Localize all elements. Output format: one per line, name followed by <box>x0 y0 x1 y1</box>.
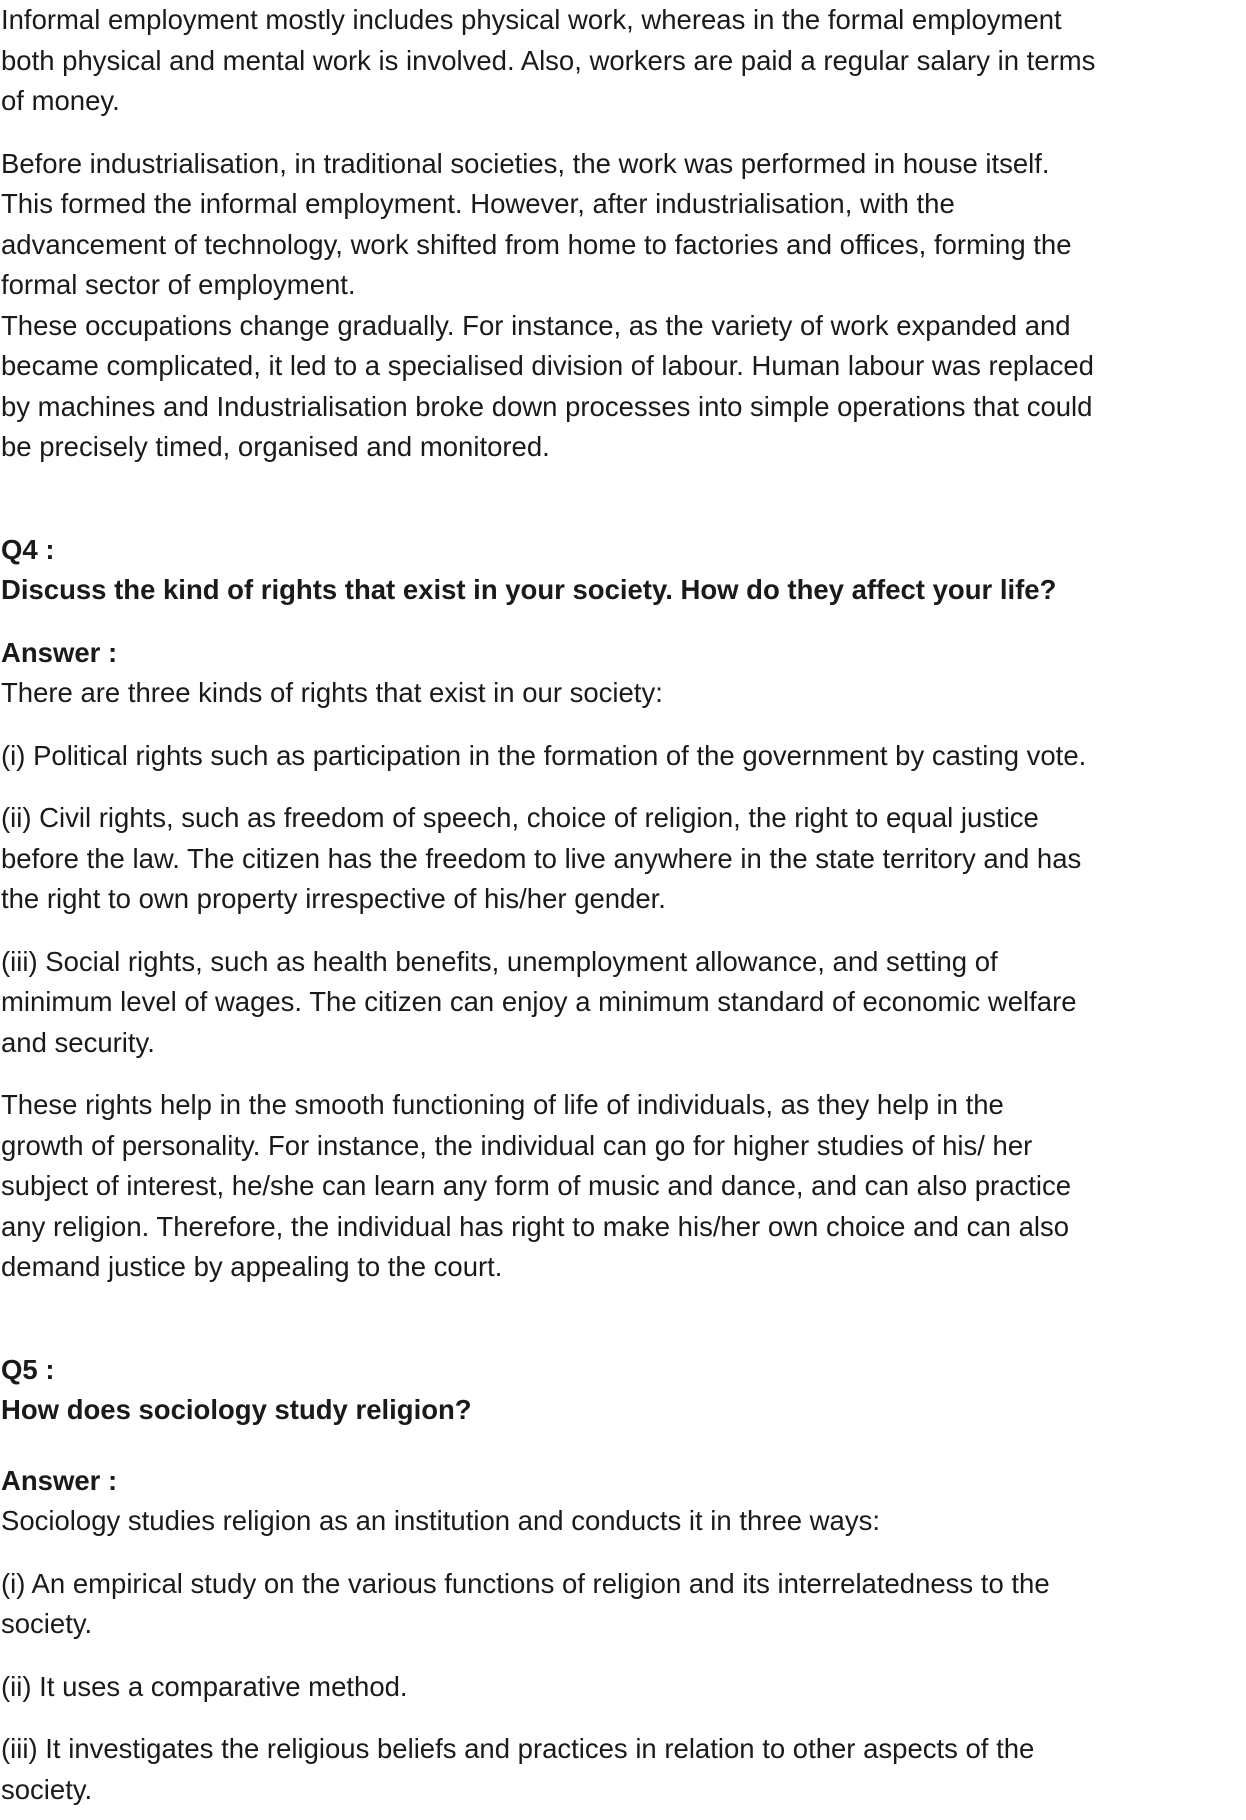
answer-5-item-1 <box>1 1564 1246 1645</box>
text-line: minimum level of wages. The citizen can enjoy a minimum standard of economic welfare <box>1 986 1077 1017</box>
answer-5-item-3 <box>1 1729 1246 1810</box>
text-line: demand justice by appealing to the court. <box>1 1251 503 1282</box>
text-line: (iii) It investigates the religious beliefs and practices in relation to other aspects of the <box>1 1733 1035 1764</box>
question-4-section <box>1 530 1246 1288</box>
text-line: by machines and Industrialisation broke down processes into simple operations that could <box>1 390 1093 422</box>
question-4-text: Discuss the kind of rights that exist in your society. How do they affect your life? <box>1 574 1057 605</box>
text-line: Before industrialisation, in traditional societies, the work was performed in house itself. <box>1 147 1050 179</box>
text-line: (ii) Civil rights, such as freedom of speech, choice of religion, the right to equal justice <box>1 802 1039 833</box>
answer-4-closing <box>1 1085 1246 1288</box>
text-line: There are three kinds of rights that exist in our society: <box>1 677 663 708</box>
question-5-label: Q5 : <box>1 1353 55 1385</box>
intro-paragraph-3 <box>1 306 1246 468</box>
text-line: any religion. Therefore, the individual has right to make his/her own choice and can also <box>1 1210 1070 1242</box>
text-line: subject of interest, he/she can learn any form of music and dance, and can also practice <box>1 1170 1072 1201</box>
text-line: Sociology studies religion as an institution and conducts it in three ways: <box>1 1505 880 1536</box>
text-line: be precisely timed, organised and monitored. <box>1 431 550 462</box>
answer-4-item-1 <box>1 736 1246 777</box>
answer-4-label: Answer : <box>1 636 118 668</box>
text-line: growth of personality. For instance, the individual can go for higher studies of his/ her <box>1 1129 1033 1161</box>
text-line: the right to own property irrespective of his/her gender. <box>1 883 666 914</box>
text-line: and security. <box>1 1026 155 1058</box>
text-line: advancement of technology, work shifted from home to factories and offices, forming the <box>1 228 1072 260</box>
text-line: (ii) It uses a comparative method. <box>1 1670 408 1702</box>
text-line: society. <box>1 1773 93 1805</box>
text-line: This formed the informal employment. However, after industrialisation, with the <box>1 188 955 219</box>
question-4-label: Q4 : <box>1 533 55 565</box>
text-line: These occupations change gradually. For instance, as the variety of work expanded and <box>1 309 1071 341</box>
text-line: (i) Political rights such as participation in the formation of the government by casting vote. <box>1 739 1087 771</box>
text-line: of money. <box>1 85 120 116</box>
answer-5-label: Answer : <box>1 1464 118 1496</box>
text-line: formal sector of employment. <box>1 269 356 300</box>
text-line: became complicated, it led to a specialised division of labour. Human labour was replaced <box>1 350 1094 381</box>
text-line: (i) An empirical study on the various functions of religion and its interrelatedness to the <box>1 1567 1050 1599</box>
text-line: society. <box>1 1608 93 1639</box>
intro-paragraph-1 <box>1 0 1246 122</box>
answer-5-item-2 <box>1 1667 1246 1708</box>
question-5-section <box>1 1350 1246 1811</box>
answer-5-lead <box>1 1501 1246 1542</box>
text-line: (iii) Social rights, such as health benefits, unemployment allowance, and setting of <box>1 945 998 977</box>
answer-4-item-3 <box>1 942 1246 1064</box>
text-line: both physical and mental work is involved. Also, workers are paid a regular salary in terms <box>1 44 1096 76</box>
question-5-text: How does sociology study religion? <box>1 1394 472 1425</box>
intro-paragraph-2 <box>1 144 1246 306</box>
answer-4-lead <box>1 673 1246 714</box>
text-line: Informal employment mostly includes physical work, whereas in the formal employment <box>1 4 1062 35</box>
text-line: before the law. The citizen has the freedom to live anywhere in the state territory and has <box>1 842 1082 874</box>
answer-4-item-2 <box>1 798 1246 920</box>
text-line: These rights help in the smooth functioning of life of individuals, as they help in the <box>1 1089 1004 1120</box>
